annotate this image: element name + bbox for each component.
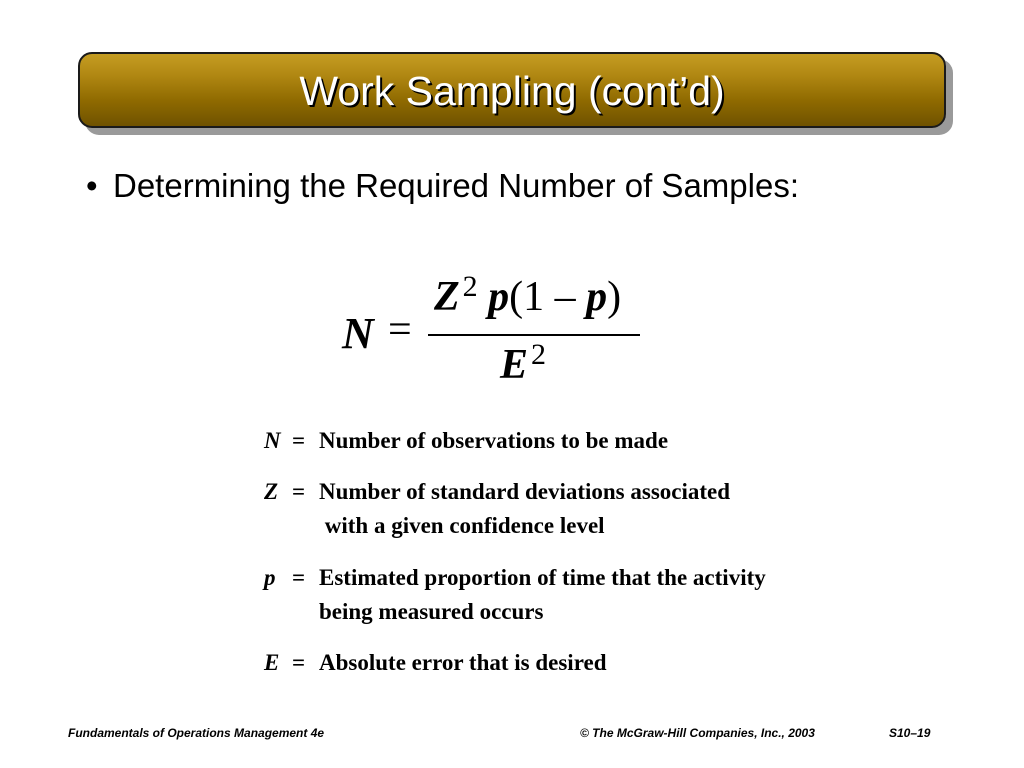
footer-copyright: © The McGraw-Hill Companies, Inc., 2003 xyxy=(580,726,815,740)
formula-numerator xyxy=(434,270,621,321)
formula-E-exponent: 2 xyxy=(531,338,547,371)
definition-line-1: Number of standard deviations associated xyxy=(319,479,731,504)
formula-Z-exponent: 2 xyxy=(462,270,478,303)
formula-minus: – xyxy=(544,274,587,320)
definition-symbol: E xyxy=(264,650,280,675)
definition-symbol: p xyxy=(264,565,276,590)
sample-size-formula xyxy=(336,262,646,402)
slide-title: Work Sampling (cont’d) xyxy=(299,68,725,114)
definition-symbol: Z xyxy=(264,479,279,504)
formula-equals: = xyxy=(388,307,412,353)
formula-open-paren: (1 xyxy=(509,274,545,320)
formula-lhs-N: N xyxy=(342,309,374,358)
definition-equals: = xyxy=(292,650,306,675)
formula-close-paren: ) xyxy=(607,274,622,320)
definition-line-2: being measured occurs xyxy=(319,599,544,624)
definition-text xyxy=(319,561,919,629)
bullet-text: Determining the Required Number of Samples: xyxy=(113,167,799,204)
formula-E: E xyxy=(500,342,529,388)
formula-denominator xyxy=(500,338,546,389)
definition-equals: = xyxy=(292,479,306,504)
bullet-marker: • xyxy=(86,167,98,204)
formula-fraction-bar xyxy=(428,334,640,336)
formula-Z: Z xyxy=(434,274,460,320)
definition-text: Number of observations to be made xyxy=(319,428,669,453)
slide-title-bar xyxy=(78,52,946,128)
definition-line-2: with a given confidence level xyxy=(319,513,605,538)
formula-p: p xyxy=(488,274,510,320)
definition-equals: = xyxy=(292,565,306,590)
definition-text: Absolute error that is desired xyxy=(319,650,607,675)
definition-symbol: N xyxy=(264,428,281,453)
definition-equals: = xyxy=(292,428,306,453)
footer-slide-number: S10–19 xyxy=(889,726,931,740)
definition-line-1: Estimated proportion of time that the activity xyxy=(319,565,766,590)
formula-p2: p xyxy=(586,274,608,320)
footer-book-title: Fundamentals of Operations Management 4e xyxy=(68,726,325,740)
definition-text xyxy=(319,475,919,543)
